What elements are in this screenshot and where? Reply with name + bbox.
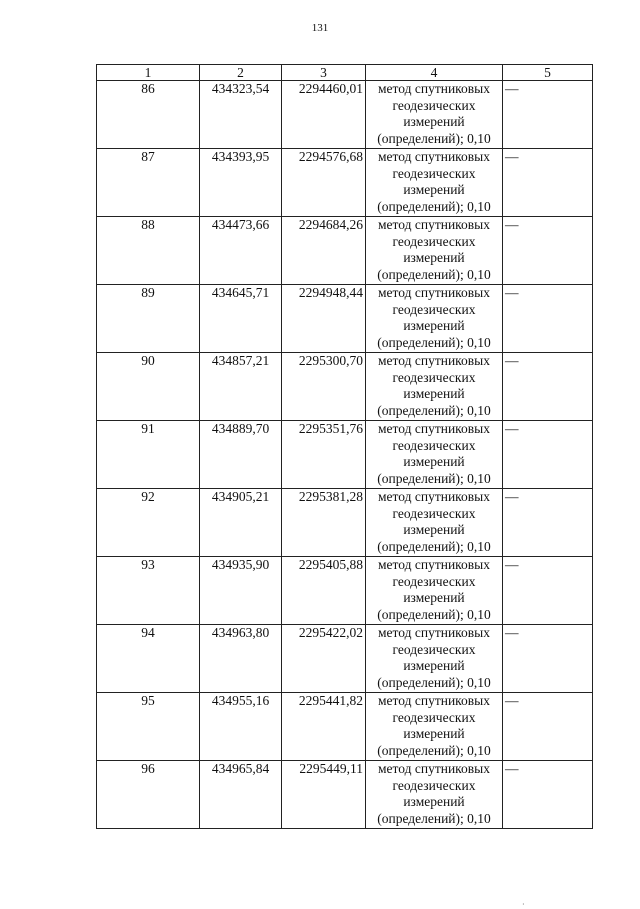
x-coordinate-cell: 434905,21 bbox=[200, 489, 282, 557]
method-line: измерений bbox=[403, 318, 465, 333]
y-coordinate-cell: 2295422,02 bbox=[282, 625, 366, 693]
note-cell bbox=[503, 625, 593, 693]
note-cell bbox=[503, 149, 593, 217]
note-cell bbox=[503, 761, 593, 829]
point-number-cell: 88 bbox=[97, 217, 200, 285]
method-line: измерений bbox=[403, 658, 465, 673]
table-row bbox=[97, 625, 593, 693]
method-line: метод спутниковых bbox=[378, 285, 490, 300]
method-line: (определений); 0,10 bbox=[377, 334, 491, 350]
method-cell bbox=[366, 625, 503, 693]
method-line: измерений bbox=[403, 726, 465, 741]
method-line: измерений bbox=[403, 182, 465, 197]
point-number-cell: 96 bbox=[97, 761, 200, 829]
method-line: измерений bbox=[403, 522, 465, 537]
point-number-cell: 92 bbox=[97, 489, 200, 557]
method-cell bbox=[366, 489, 503, 557]
method-line: геодезических bbox=[392, 97, 476, 113]
method-line: геодезических bbox=[392, 437, 476, 453]
note-cell bbox=[503, 489, 593, 557]
y-coordinate-cell: 2295381,28 bbox=[282, 489, 366, 557]
table-row bbox=[97, 217, 593, 285]
table-row bbox=[97, 761, 593, 829]
x-coordinate-cell: 434955,16 bbox=[200, 693, 282, 761]
x-coordinate-cell: 434323,54 bbox=[200, 81, 282, 149]
note-cell bbox=[503, 285, 593, 353]
y-coordinate-cell: 2295449,11 bbox=[282, 761, 366, 829]
method-line: геодезических bbox=[392, 505, 476, 521]
note-dash: — bbox=[505, 149, 519, 164]
header-col-3: 3 bbox=[282, 65, 366, 81]
method-cell bbox=[366, 557, 503, 625]
method-cell bbox=[366, 217, 503, 285]
note-dash: — bbox=[505, 489, 519, 504]
method-cell bbox=[366, 421, 503, 489]
y-coordinate-cell: 2295441,82 bbox=[282, 693, 366, 761]
note-dash: — bbox=[505, 761, 519, 776]
note-dash: — bbox=[505, 557, 519, 572]
method-line: геодезических bbox=[392, 233, 476, 249]
note-cell bbox=[503, 693, 593, 761]
table-row bbox=[97, 557, 593, 625]
scan-mark: · bbox=[522, 900, 525, 909]
header-col-4: 4 bbox=[366, 65, 503, 81]
coordinates-table bbox=[96, 64, 593, 829]
y-coordinate-cell: 2295405,88 bbox=[282, 557, 366, 625]
table-row bbox=[97, 421, 593, 489]
method-line: метод спутниковых bbox=[378, 149, 490, 164]
method-line: (определений); 0,10 bbox=[377, 402, 491, 418]
method-line: геодезических bbox=[392, 777, 476, 793]
method-line: (определений); 0,10 bbox=[377, 266, 491, 282]
x-coordinate-cell: 434473,66 bbox=[200, 217, 282, 285]
y-coordinate-cell: 2295300,70 bbox=[282, 353, 366, 421]
x-coordinate-cell: 434393,95 bbox=[200, 149, 282, 217]
point-number-cell: 87 bbox=[97, 149, 200, 217]
method-line: метод спутниковых bbox=[378, 421, 490, 436]
method-line: метод спутниковых bbox=[378, 489, 490, 504]
table-row bbox=[97, 285, 593, 353]
method-line: метод спутниковых bbox=[378, 557, 490, 572]
method-line: геодезических bbox=[392, 641, 476, 657]
page-number: 131 bbox=[311, 22, 329, 34]
header-col-2: 2 bbox=[200, 65, 282, 81]
method-line: метод спутниковых bbox=[378, 761, 490, 776]
method-line: измерений bbox=[403, 114, 465, 129]
y-coordinate-cell: 2294948,44 bbox=[282, 285, 366, 353]
method-line: метод спутниковых bbox=[378, 217, 490, 232]
method-cell bbox=[366, 285, 503, 353]
point-number-cell: 94 bbox=[97, 625, 200, 693]
point-number-cell: 91 bbox=[97, 421, 200, 489]
note-dash: — bbox=[505, 285, 519, 300]
method-line: измерений bbox=[403, 590, 465, 605]
method-line: метод спутниковых bbox=[378, 353, 490, 368]
note-dash: — bbox=[505, 693, 519, 708]
method-line: (определений); 0,10 bbox=[377, 130, 491, 146]
note-dash: — bbox=[505, 81, 519, 96]
method-line: измерений bbox=[403, 454, 465, 469]
point-number-cell: 93 bbox=[97, 557, 200, 625]
method-line: геодезических bbox=[392, 301, 476, 317]
method-line: метод спутниковых bbox=[378, 693, 490, 708]
method-cell bbox=[366, 353, 503, 421]
table-row bbox=[97, 353, 593, 421]
method-line: (определений); 0,10 bbox=[377, 606, 491, 622]
method-line: измерений bbox=[403, 794, 465, 809]
method-line: (определений); 0,10 bbox=[377, 470, 491, 486]
note-cell bbox=[503, 81, 593, 149]
note-cell bbox=[503, 421, 593, 489]
method-line: (определений); 0,10 bbox=[377, 742, 491, 758]
y-coordinate-cell: 2294684,26 bbox=[282, 217, 366, 285]
method-line: геодезических bbox=[392, 165, 476, 181]
point-number-cell: 89 bbox=[97, 285, 200, 353]
header-col-1: 1 bbox=[97, 65, 200, 81]
note-dash: — bbox=[505, 217, 519, 232]
note-dash: — bbox=[505, 625, 519, 640]
x-coordinate-cell: 434963,80 bbox=[200, 625, 282, 693]
method-line: геодезических bbox=[392, 369, 476, 385]
method-line: (определений); 0,10 bbox=[377, 538, 491, 554]
method-line: (определений); 0,10 bbox=[377, 198, 491, 214]
method-line: метод спутниковых bbox=[378, 81, 490, 96]
y-coordinate-cell: 2294576,68 bbox=[282, 149, 366, 217]
table-row bbox=[97, 489, 593, 557]
y-coordinate-cell: 2295351,76 bbox=[282, 421, 366, 489]
method-cell bbox=[366, 693, 503, 761]
method-line: измерений bbox=[403, 386, 465, 401]
point-number-cell: 90 bbox=[97, 353, 200, 421]
note-cell bbox=[503, 557, 593, 625]
table-body bbox=[97, 81, 593, 829]
method-line: метод спутниковых bbox=[378, 625, 490, 640]
method-line: (определений); 0,10 bbox=[377, 810, 491, 826]
method-cell bbox=[366, 149, 503, 217]
method-cell bbox=[366, 81, 503, 149]
method-line: геодезических bbox=[392, 573, 476, 589]
x-coordinate-cell: 434889,70 bbox=[200, 421, 282, 489]
x-coordinate-cell: 434935,90 bbox=[200, 557, 282, 625]
method-cell bbox=[366, 761, 503, 829]
method-line: геодезических bbox=[392, 709, 476, 725]
header-col-5: 5 bbox=[503, 65, 593, 81]
note-cell bbox=[503, 353, 593, 421]
table-row bbox=[97, 81, 593, 149]
note-cell bbox=[503, 217, 593, 285]
point-number-cell: 86 bbox=[97, 81, 200, 149]
x-coordinate-cell: 434645,71 bbox=[200, 285, 282, 353]
note-dash: — bbox=[505, 421, 519, 436]
x-coordinate-cell: 434857,21 bbox=[200, 353, 282, 421]
x-coordinate-cell: 434965,84 bbox=[200, 761, 282, 829]
method-line: (определений); 0,10 bbox=[377, 674, 491, 690]
method-line: измерений bbox=[403, 250, 465, 265]
y-coordinate-cell: 2294460,01 bbox=[282, 81, 366, 149]
table-row bbox=[97, 149, 593, 217]
point-number-cell: 95 bbox=[97, 693, 200, 761]
note-dash: — bbox=[505, 353, 519, 368]
table-row bbox=[97, 693, 593, 761]
table-header-row bbox=[97, 65, 593, 81]
